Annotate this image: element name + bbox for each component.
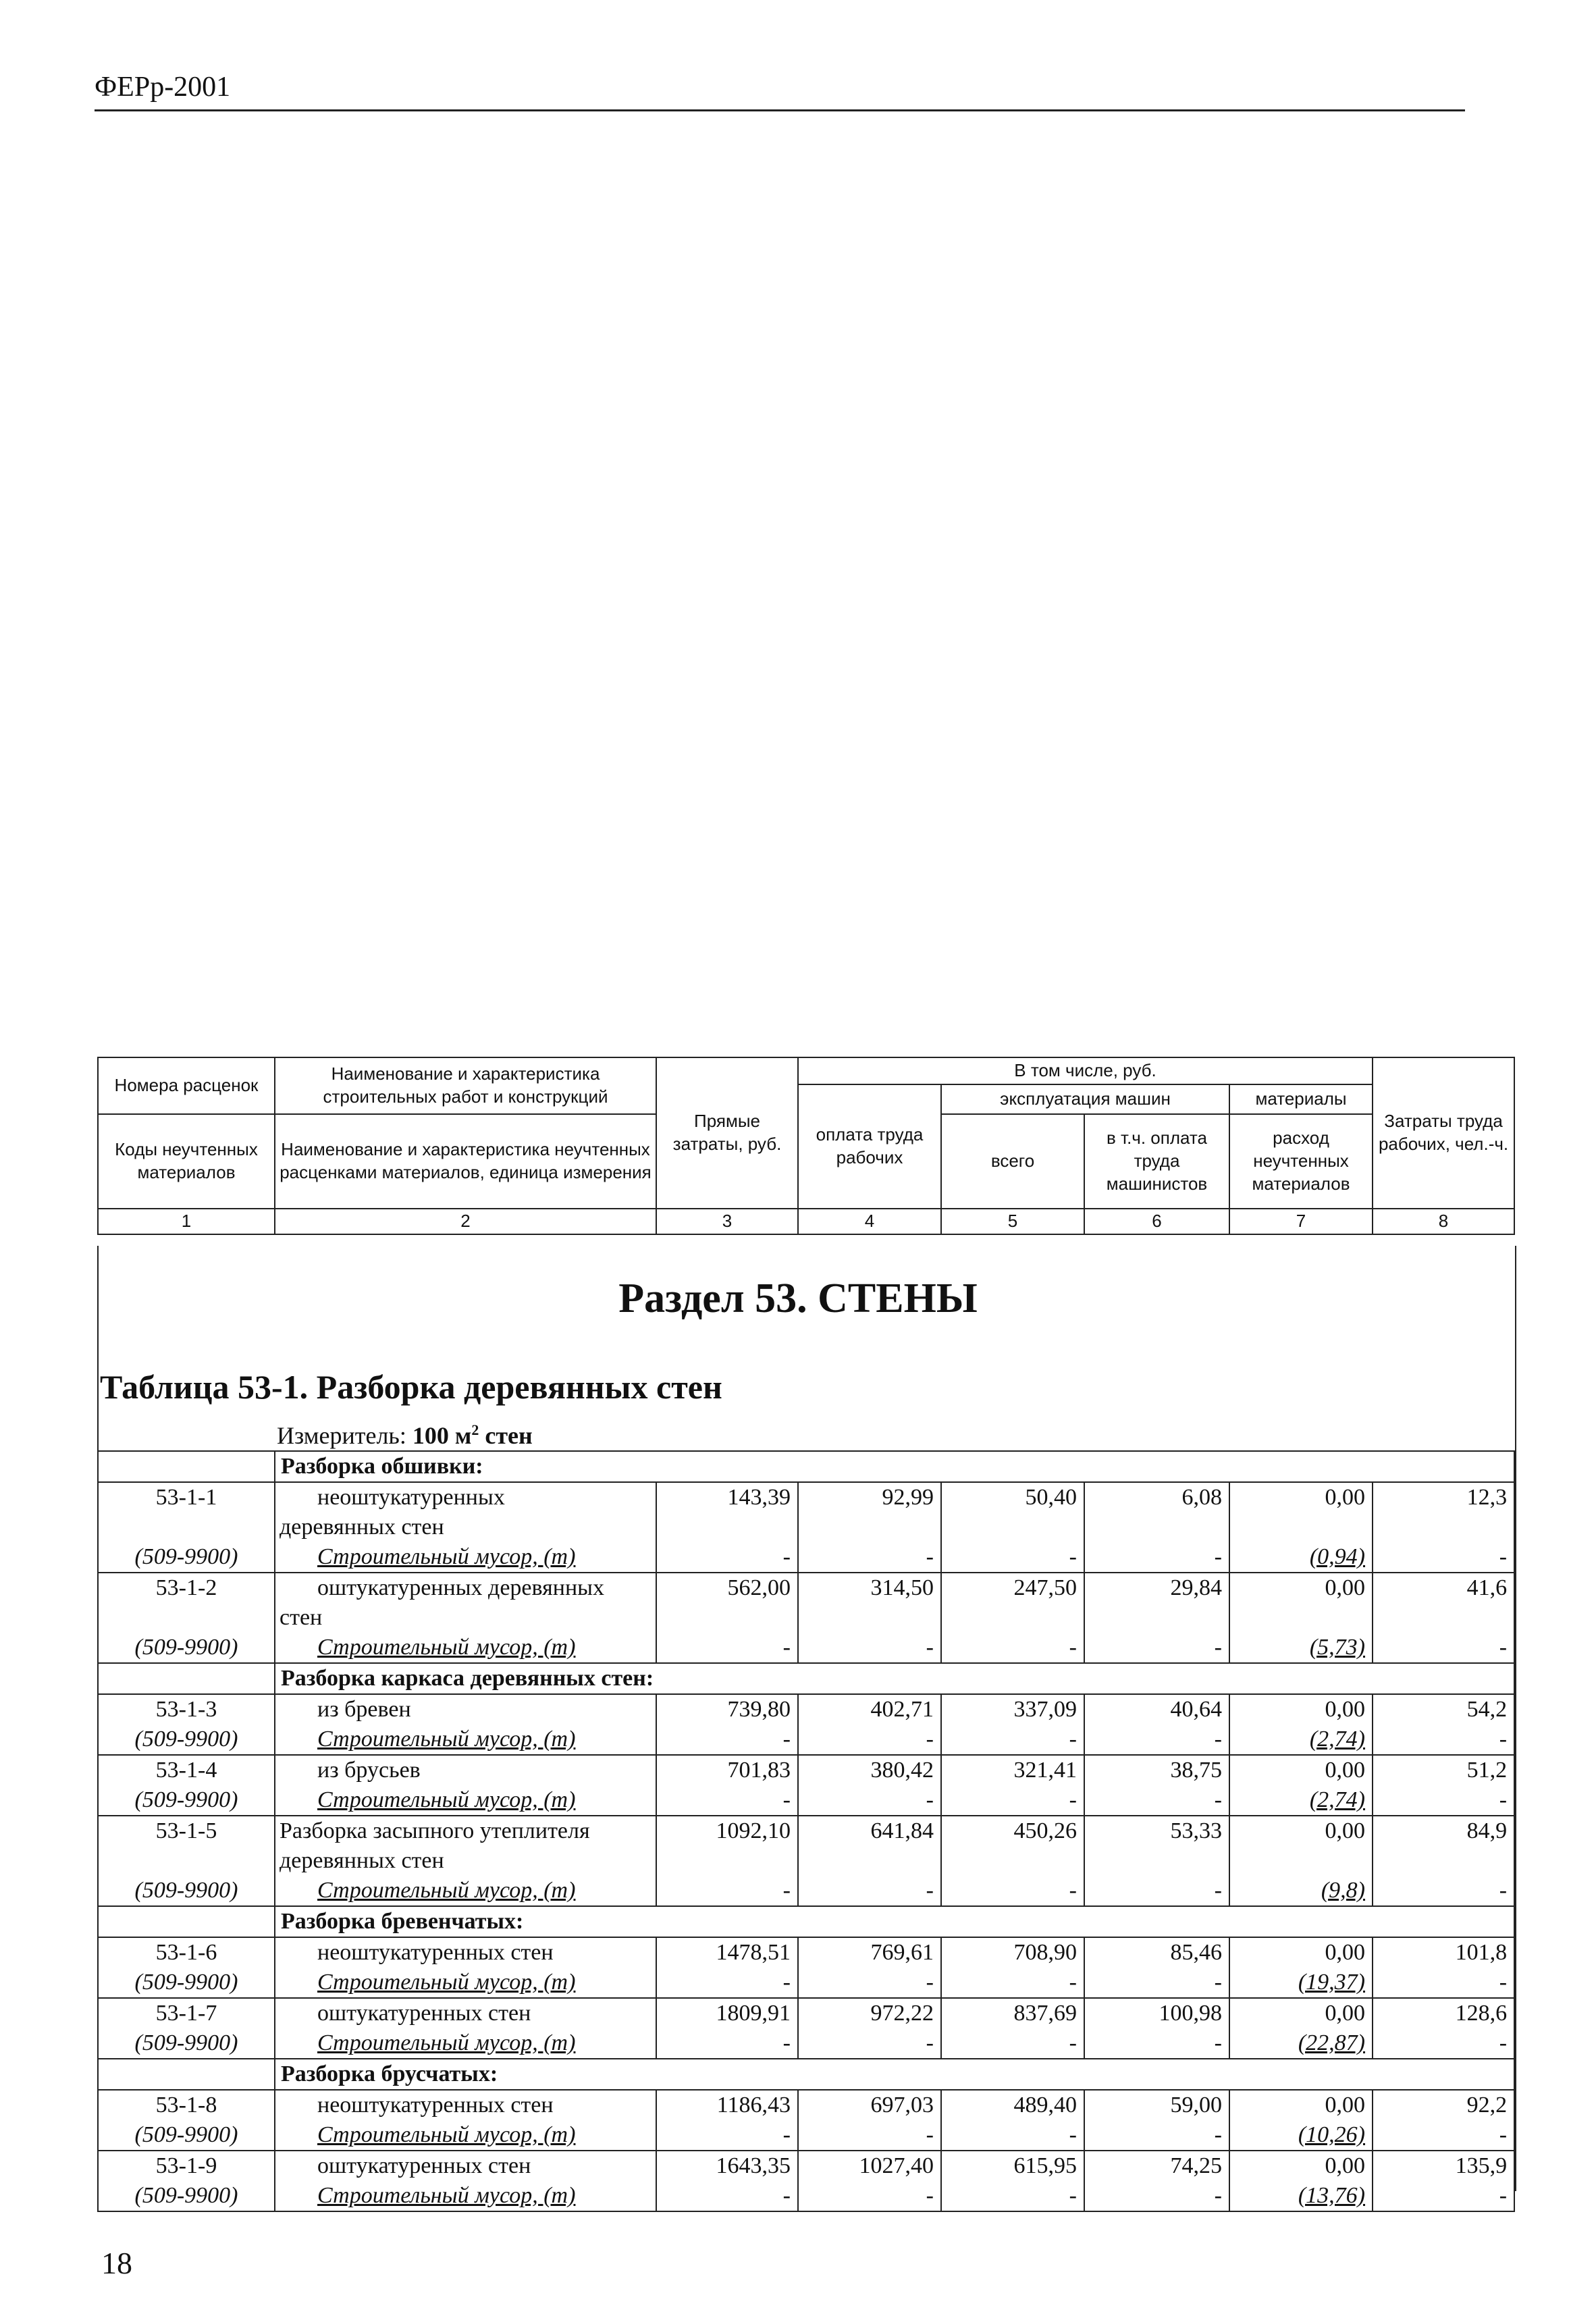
rate-value — [941, 1846, 1084, 1876]
rate-value: 1186,43 — [656, 2090, 798, 2120]
rate-value — [1229, 1846, 1373, 1876]
material-value: - — [941, 1785, 1084, 1816]
material-value: - — [798, 2181, 941, 2211]
rate-value: 74,25 — [1084, 2151, 1229, 2181]
rate-name: деревянных стен — [275, 1846, 656, 1876]
rate-row — [98, 1573, 1514, 1603]
material-name: Строительный мусор, (т) — [275, 1725, 656, 1755]
rate-value: 0,00 — [1229, 1694, 1373, 1725]
rate-value: 85,46 — [1084, 1937, 1229, 1968]
header-material-name: Наименование и характеристика неучтенных расценками материалов, единица измерения — [275, 1114, 656, 1209]
header-machines: эксплуатация машин — [941, 1084, 1229, 1114]
rate-row-continued — [98, 1603, 1514, 1633]
rate-value — [656, 1513, 798, 1542]
measure-unit: стен — [485, 1422, 533, 1449]
header-worker-pay: оплата труда рабочих — [798, 1084, 941, 1209]
material-name: Строительный мусор, (т) — [275, 1785, 656, 1816]
material-value: - — [798, 1633, 941, 1663]
section-title: Раздел 53. СТЕНЫ — [618, 1276, 978, 1321]
measure-sup: 2 — [471, 1421, 479, 1438]
material-row — [98, 1542, 1514, 1573]
rate-value — [656, 1603, 798, 1633]
material-value: - — [1373, 2181, 1514, 2211]
rate-code: 53-1-8 — [98, 2090, 275, 2120]
col-num: 2 — [275, 1209, 656, 1234]
material-row — [98, 1633, 1514, 1663]
material-value: - — [656, 2028, 798, 2059]
material-value: (2,74) — [1229, 1725, 1373, 1755]
measure-label: Измеритель: — [277, 1422, 406, 1449]
group-heading: Разборка обшивки: — [275, 1451, 1514, 1482]
rate-value — [1373, 1513, 1514, 1542]
header-operator-pay: в т.ч. оплата труда машинистов — [1084, 1114, 1229, 1209]
material-code: (509-9900) — [98, 1725, 275, 1755]
material-code: (509-9900) — [98, 1785, 275, 1816]
rate-value — [798, 1846, 941, 1876]
rate-value: 135,9 — [1373, 2151, 1514, 2181]
rate-value: 562,00 — [656, 1573, 798, 1603]
material-row — [98, 1968, 1514, 1998]
material-code: (509-9900) — [98, 2028, 275, 2059]
header-material-use: расход неучтенных материалов — [1229, 1114, 1373, 1209]
material-value: - — [941, 2028, 1084, 2059]
material-value: - — [1084, 1785, 1229, 1816]
rate-value: 92,2 — [1373, 2090, 1514, 2120]
rate-value — [1229, 1603, 1373, 1633]
material-value: - — [1373, 1542, 1514, 1573]
rate-value: 38,75 — [1084, 1755, 1229, 1785]
rate-value — [1373, 1846, 1514, 1876]
material-value: (10,26) — [1229, 2120, 1373, 2151]
rate-name: неоштукатуренных — [275, 1482, 656, 1513]
rate-value: 697,03 — [798, 2090, 941, 2120]
material-name: Строительный мусор, (т) — [275, 2028, 656, 2059]
rate-value: 54,2 — [1373, 1694, 1514, 1725]
rate-row — [98, 1694, 1514, 1725]
col-num: 1 — [98, 1209, 275, 1234]
material-name: Строительный мусор, (т) — [275, 1633, 656, 1663]
rate-row — [98, 2090, 1514, 2120]
rate-code: 53-1-7 — [98, 1998, 275, 2028]
rate-value: 100,98 — [1084, 1998, 1229, 2028]
material-value: - — [941, 2120, 1084, 2151]
rate-name: оштукатуренных стен — [275, 2151, 656, 2181]
rate-value: 128,6 — [1373, 1998, 1514, 2028]
rate-name: оштукатуренных деревянных — [275, 1573, 656, 1603]
rate-code: 53-1-4 — [98, 1755, 275, 1785]
material-value: - — [1084, 1633, 1229, 1663]
rate-value: 0,00 — [1229, 2151, 1373, 2181]
table-title: Таблица 53-1. Разборка деревянных стен — [100, 1368, 722, 1406]
document-code: ФЕРр-2001 — [95, 72, 231, 103]
rate-value: 0,00 — [1229, 2090, 1373, 2120]
rate-value — [1084, 1603, 1229, 1633]
material-row — [98, 1785, 1514, 1816]
column-numbers-row — [98, 1209, 1514, 1234]
col-num: 8 — [1373, 1209, 1514, 1234]
rate-value: 641,84 — [798, 1816, 941, 1846]
rate-value: 972,22 — [798, 1998, 941, 2028]
group-code-cell — [98, 1906, 275, 1937]
material-value: - — [1373, 2120, 1514, 2151]
rate-value: 0,00 — [1229, 1573, 1373, 1603]
material-value: - — [798, 1785, 941, 1816]
rate-value: 615,95 — [941, 2151, 1084, 2181]
material-value: - — [798, 1725, 941, 1755]
material-value: - — [1084, 1876, 1229, 1906]
rate-value: 29,84 — [1084, 1573, 1229, 1603]
material-value: - — [941, 1542, 1084, 1573]
rate-value: 101,8 — [1373, 1937, 1514, 1968]
material-row — [98, 2181, 1514, 2211]
material-code: (509-9900) — [98, 1633, 275, 1663]
material-value: - — [1084, 1542, 1229, 1573]
rate-value: 6,08 — [1084, 1482, 1229, 1513]
material-value: - — [1373, 1725, 1514, 1755]
material-code: (509-9900) — [98, 2181, 275, 2211]
col-num: 5 — [941, 1209, 1084, 1234]
rate-value: 247,50 — [941, 1573, 1084, 1603]
rate-value — [1084, 1513, 1229, 1542]
rate-value: 708,90 — [941, 1937, 1084, 1968]
rate-name: оштукатуренных стен — [275, 1998, 656, 2028]
material-row — [98, 2028, 1514, 2059]
rate-name: деревянных стен — [275, 1513, 656, 1542]
rate-name: стен — [275, 1603, 656, 1633]
material-value: - — [656, 2181, 798, 2211]
rate-value: 837,69 — [941, 1998, 1084, 2028]
material-name: Строительный мусор, (т) — [275, 2181, 656, 2211]
material-code: (509-9900) — [98, 1876, 275, 1906]
rate-value: 40,64 — [1084, 1694, 1229, 1725]
rate-code: 53-1-3 — [98, 1694, 275, 1725]
material-value: - — [1084, 1968, 1229, 1998]
group-code-cell — [98, 1451, 275, 1482]
material-code: (509-9900) — [98, 1968, 275, 1998]
rate-value — [798, 1513, 941, 1542]
material-value: - — [1373, 1876, 1514, 1906]
rate-value — [1229, 1513, 1373, 1542]
rate-code: 53-1-1 — [98, 1482, 275, 1513]
material-value: (2,74) — [1229, 1785, 1373, 1816]
header-direct-costs: Прямые затраты, руб. — [656, 1057, 798, 1209]
material-code: (509-9900) — [98, 1542, 275, 1573]
rate-row — [98, 1998, 1514, 2028]
material-name: Строительный мусор, (т) — [275, 2120, 656, 2151]
rate-value: 59,00 — [1084, 2090, 1229, 2120]
material-row — [98, 1876, 1514, 1906]
rate-value: 1809,91 — [656, 1998, 798, 2028]
page-number: 18 — [101, 2246, 132, 2280]
rate-value: 450,26 — [941, 1816, 1084, 1846]
rate-value: 41,6 — [1373, 1573, 1514, 1603]
rates-table — [97, 1450, 1515, 2212]
material-value: - — [798, 1876, 941, 1906]
header-material-codes: Коды неучтенных материалов — [98, 1114, 275, 1209]
rate-value: 380,42 — [798, 1755, 941, 1785]
col-num: 7 — [1229, 1209, 1373, 1234]
rate-value: 0,00 — [1229, 1482, 1373, 1513]
rate-value — [1373, 1603, 1514, 1633]
rate-row-continued — [98, 1513, 1514, 1542]
material-value: - — [1084, 2181, 1229, 2211]
material-value: - — [656, 1876, 798, 1906]
rate-value: 12,3 — [1373, 1482, 1514, 1513]
header-materials: материалы — [1229, 1084, 1373, 1114]
group-heading: Разборка брусчатых: — [275, 2059, 1514, 2090]
material-name: Строительный мусор, (т) — [275, 1876, 656, 1906]
material-value: (5,73) — [1229, 1633, 1373, 1663]
group-heading: Разборка каркаса деревянных стен: — [275, 1663, 1514, 1694]
rate-value — [656, 1846, 798, 1876]
rate-row — [98, 1937, 1514, 1968]
material-value: (19,37) — [1229, 1968, 1373, 1998]
material-value: - — [798, 1542, 941, 1573]
rate-value: 314,50 — [798, 1573, 941, 1603]
material-value: - — [656, 1968, 798, 1998]
rate-code: 53-1-5 — [98, 1816, 275, 1846]
material-value: - — [941, 1725, 1084, 1755]
rate-value: 402,71 — [798, 1694, 941, 1725]
group-heading-row — [98, 1906, 1514, 1937]
rate-value — [941, 1603, 1084, 1633]
material-value: - — [1084, 1725, 1229, 1755]
measure-value: 100 м — [412, 1422, 472, 1449]
col-num: 4 — [798, 1209, 941, 1234]
rate-value: 1643,35 — [656, 2151, 798, 2181]
group-heading-row — [98, 1451, 1514, 1482]
material-row — [98, 2120, 1514, 2151]
rate-value: 1027,40 — [798, 2151, 941, 2181]
material-value: - — [941, 1633, 1084, 1663]
rate-value: 50,40 — [941, 1482, 1084, 1513]
rate-code — [98, 1846, 275, 1876]
rate-row — [98, 1482, 1514, 1513]
material-value: - — [1084, 2120, 1229, 2151]
rate-value: 321,41 — [941, 1755, 1084, 1785]
rate-value: 0,00 — [1229, 1998, 1373, 2028]
rate-row — [98, 1816, 1514, 1846]
header-rate-numbers: Номера расценок — [98, 1057, 275, 1114]
rate-value: 769,61 — [798, 1937, 941, 1968]
material-value: - — [656, 1725, 798, 1755]
rate-value: 0,00 — [1229, 1755, 1373, 1785]
group-heading-row — [98, 2059, 1514, 2090]
rate-value: 1092,10 — [656, 1816, 798, 1846]
rate-value — [941, 1513, 1084, 1542]
group-heading: Разборка бревенчатых: — [275, 1906, 1514, 1937]
group-heading-row — [98, 1663, 1514, 1694]
group-code-cell — [98, 1663, 275, 1694]
material-value: - — [798, 2028, 941, 2059]
material-code: (509-9900) — [98, 2120, 275, 2151]
header-labor-hours: Затраты труда рабочих, чел.-ч. — [1373, 1057, 1514, 1209]
material-value: (13,76) — [1229, 2181, 1373, 2211]
rate-name: Разборка засыпного утеплителя — [275, 1816, 656, 1846]
rate-code — [98, 1513, 275, 1542]
material-row — [98, 1725, 1514, 1755]
material-value: - — [1373, 2028, 1514, 2059]
material-value: - — [941, 2181, 1084, 2211]
material-value: - — [656, 1785, 798, 1816]
rate-value — [1084, 1846, 1229, 1876]
material-value: (0,94) — [1229, 1542, 1373, 1573]
rate-value: 51,2 — [1373, 1755, 1514, 1785]
measure-line — [277, 1421, 533, 1450]
material-value: - — [1373, 1968, 1514, 1998]
rate-code: 53-1-6 — [98, 1937, 275, 1968]
material-value: - — [656, 1633, 798, 1663]
rate-row — [98, 2151, 1514, 2181]
header-including: В том числе, руб. — [798, 1057, 1373, 1084]
header-rule — [95, 109, 1465, 111]
header-machines-total: всего — [941, 1114, 1084, 1209]
rate-code: 53-1-9 — [98, 2151, 275, 2181]
rate-value: 701,83 — [656, 1755, 798, 1785]
rate-name: из бревен — [275, 1694, 656, 1725]
col-num: 6 — [1084, 1209, 1229, 1234]
material-value: - — [1084, 2028, 1229, 2059]
rate-row — [98, 1755, 1514, 1785]
material-value: (22,87) — [1229, 2028, 1373, 2059]
material-value: - — [941, 1876, 1084, 1906]
col-num: 3 — [656, 1209, 798, 1234]
material-value: - — [941, 1968, 1084, 1998]
material-name: Строительный мусор, (т) — [275, 1968, 656, 1998]
material-value: - — [656, 1542, 798, 1573]
rate-value: 489,40 — [941, 2090, 1084, 2120]
material-value: (9,8) — [1229, 1876, 1373, 1906]
group-code-cell — [98, 2059, 275, 2090]
material-value: - — [656, 2120, 798, 2151]
material-value: - — [798, 1968, 941, 1998]
rate-code — [98, 1603, 275, 1633]
rate-name: неоштукатуренных стен — [275, 1937, 656, 1968]
material-value: - — [1373, 1785, 1514, 1816]
material-value: - — [1373, 1633, 1514, 1663]
column-header-table — [97, 1057, 1515, 1235]
rate-value: 739,80 — [656, 1694, 798, 1725]
rate-value: 1478,51 — [656, 1937, 798, 1968]
rate-value — [798, 1603, 941, 1633]
rate-value: 84,9 — [1373, 1816, 1514, 1846]
rate-value: 337,09 — [941, 1694, 1084, 1725]
rate-value: 143,39 — [656, 1482, 798, 1513]
material-value: - — [798, 2120, 941, 2151]
rate-code: 53-1-2 — [98, 1573, 275, 1603]
header-work-name: Наименование и характеристика строительных работ и конструкций — [275, 1057, 656, 1114]
rate-value: 0,00 — [1229, 1937, 1373, 1968]
rate-value: 0,00 — [1229, 1816, 1373, 1846]
rate-name: неоштукатуренных стен — [275, 2090, 656, 2120]
material-name: Строительный мусор, (т) — [275, 1542, 656, 1573]
rate-name: из брусьев — [275, 1755, 656, 1785]
rate-row-continued — [98, 1846, 1514, 1876]
rate-value: 92,99 — [798, 1482, 941, 1513]
rate-value: 53,33 — [1084, 1816, 1229, 1846]
